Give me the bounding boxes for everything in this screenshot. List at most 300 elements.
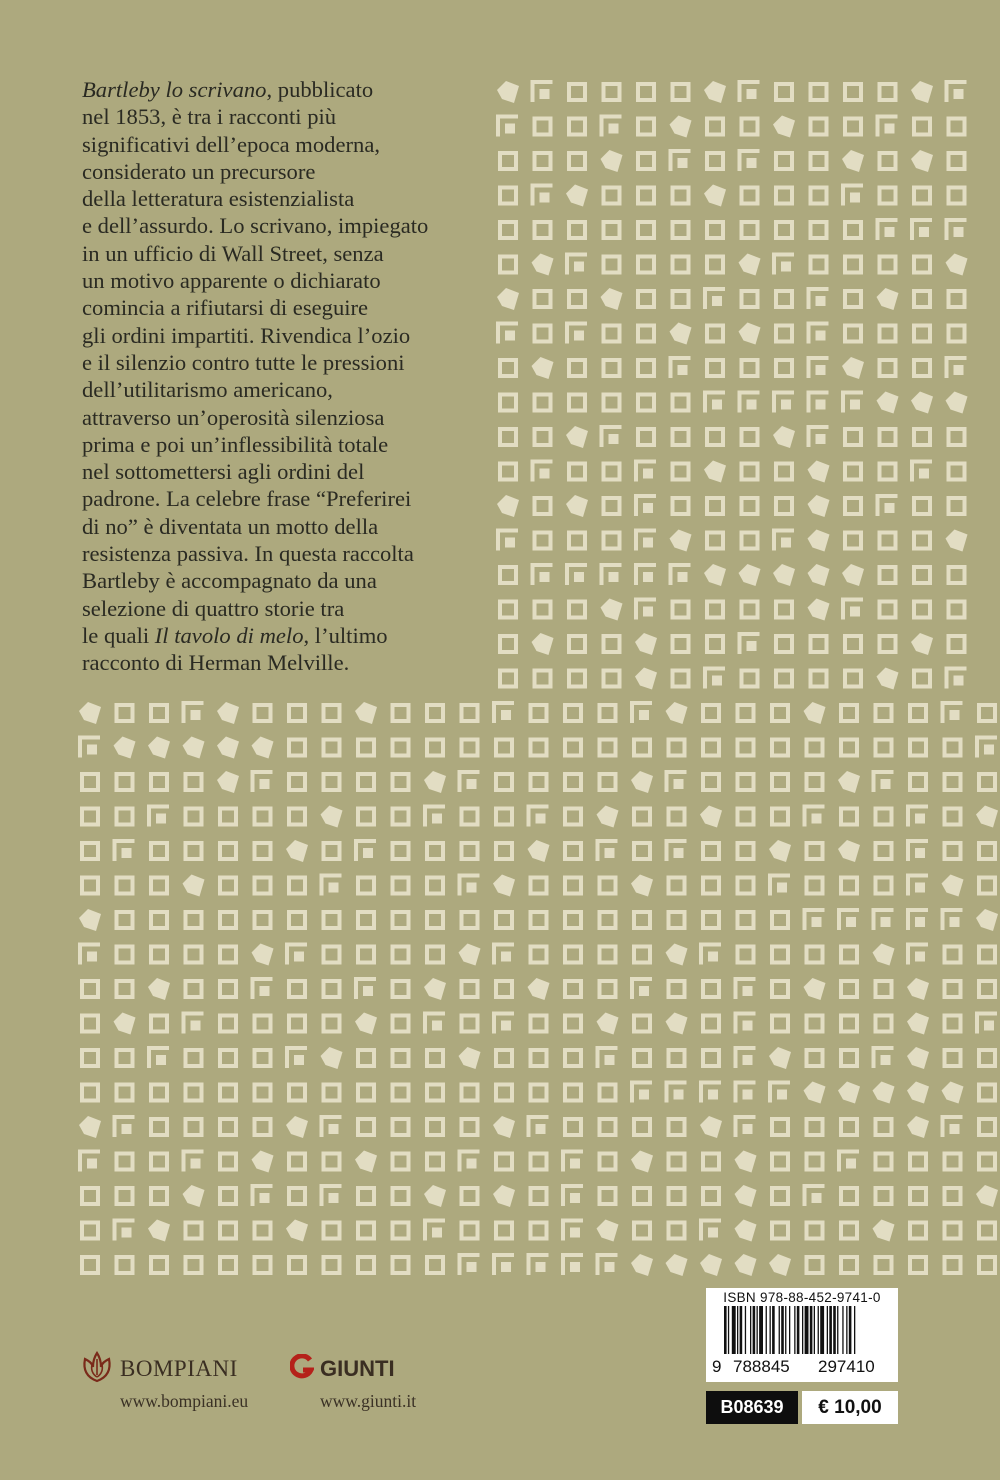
pattern-square-tile: [324, 705, 340, 721]
pattern-square-tile: [500, 602, 516, 618]
pattern-inner-square: [984, 745, 994, 755]
pattern-square-tile: [600, 947, 616, 963]
pattern-square-tile: [949, 291, 965, 307]
pattern-square-tile: [289, 774, 305, 790]
pattern-inner-square: [850, 193, 860, 203]
pattern-square-tile: [703, 878, 719, 894]
pattern-square-tile: [673, 222, 689, 238]
pattern-square-tile: [876, 705, 892, 721]
pattern-square-tile: [569, 291, 585, 307]
barcode-bar: [814, 1306, 815, 1354]
pattern-square-tile: [220, 878, 236, 894]
pattern-square-tile: [910, 740, 926, 756]
pattern-square-tile: [776, 671, 792, 687]
pattern-square-tile: [255, 705, 271, 721]
pattern-inner-square: [574, 572, 584, 582]
pattern-square-tile: [949, 326, 965, 342]
pattern-square-tile: [604, 464, 620, 480]
pattern-square-tile: [880, 153, 896, 169]
pattern-square-tile: [82, 981, 98, 997]
pattern-square-tile: [845, 84, 861, 100]
blurb-line: [82, 431, 492, 458]
pattern-square-tile: [845, 636, 861, 652]
pattern-square-tile: [82, 774, 98, 790]
pattern-square-tile: [393, 809, 409, 825]
blurb-text: in un ufficio di Wall Street, senza: [82, 240, 384, 266]
blurb-text: comincia a rifiutarsi di eseguire: [82, 295, 369, 321]
pattern-inner-square: [191, 1021, 201, 1031]
pattern-diamond-tile: [911, 81, 933, 103]
pattern-square-tile: [772, 1119, 788, 1135]
pattern-square-tile: [462, 1119, 478, 1135]
pattern-square-tile: [82, 809, 98, 825]
pattern-square-tile: [638, 257, 654, 273]
pattern-diamond-tile: [497, 288, 519, 310]
barcode-bar: [781, 1306, 784, 1354]
pattern-square-tile: [358, 912, 374, 928]
pattern-inner-square: [881, 779, 891, 789]
pattern-inner-square: [643, 572, 653, 582]
pattern-square-tile: [496, 981, 512, 997]
pattern-square-tile: [914, 533, 930, 549]
pattern-square-tile: [569, 119, 585, 135]
blurb-line: [82, 322, 492, 349]
blurb-text: nel 1853, è tra i racconti più: [82, 104, 337, 130]
pattern-square-tile: [634, 843, 650, 859]
pattern-inner-square: [643, 538, 653, 548]
pattern-square-tile: [324, 1085, 340, 1101]
pattern-inner-square: [812, 1193, 822, 1203]
pattern-square-tile: [841, 947, 857, 963]
pattern-square-tile: [841, 740, 857, 756]
pattern-square-tile: [604, 498, 620, 514]
pattern-square-tile: [880, 464, 896, 480]
pattern-square-tile: [811, 119, 827, 135]
pattern-square-tile: [151, 1085, 167, 1101]
pattern-diamond-tile: [838, 840, 860, 862]
pattern-diamond-tile: [217, 737, 239, 759]
pattern-square-tile: [979, 878, 995, 894]
pattern-square-tile: [604, 84, 620, 100]
pattern-square-tile: [565, 1050, 581, 1066]
pattern-square-tile: [776, 84, 792, 100]
pattern-square-tile: [841, 1050, 857, 1066]
pattern-inner-square: [505, 538, 515, 548]
blurb-text: e dell’assurdo. Lo scrivano, impiegato: [82, 213, 429, 239]
pattern-diamond-tile: [183, 1185, 205, 1207]
pattern-square-tile: [117, 947, 133, 963]
pattern-square-tile: [358, 1188, 374, 1204]
pattern-square-tile: [703, 912, 719, 928]
pattern-square-tile: [531, 878, 547, 894]
pattern-square-tile: [462, 981, 478, 997]
pattern-inner-square: [743, 1021, 753, 1031]
pattern-square-tile: [673, 395, 689, 411]
pattern-diamond-tile: [666, 944, 688, 966]
pattern-inner-square: [919, 227, 929, 237]
pattern-square-tile: [565, 947, 581, 963]
barcode-bar: [849, 1306, 852, 1354]
pattern-square-tile: [776, 326, 792, 342]
pattern-square-tile: [703, 740, 719, 756]
pattern-diamond-tile: [252, 737, 274, 759]
pattern-inner-square: [950, 1124, 960, 1134]
pattern-square-tile: [742, 498, 758, 514]
pattern-diamond-tile: [183, 875, 205, 897]
pattern-square-tile: [565, 981, 581, 997]
pattern-inner-square: [260, 986, 270, 996]
pattern-square-tile: [186, 1223, 202, 1239]
barcode-bar: [770, 1306, 771, 1354]
barcode-bar: [745, 1306, 746, 1354]
pattern-inner-square: [885, 227, 895, 237]
pattern-square-tile: [600, 981, 616, 997]
pattern-inner-square: [605, 848, 615, 858]
catalog-code: B08639: [706, 1391, 798, 1424]
pattern-square-tile: [220, 1154, 236, 1170]
pattern-square-tile: [880, 188, 896, 204]
pattern-square-tile: [255, 1050, 271, 1066]
pattern-square-tile: [531, 774, 547, 790]
barcode-bars: [712, 1306, 892, 1354]
pattern-square-tile: [462, 1188, 478, 1204]
pattern-square-tile: [393, 1223, 409, 1239]
pattern-inner-square: [570, 1193, 580, 1203]
pattern-square-tile: [604, 395, 620, 411]
pattern-square-tile: [117, 1154, 133, 1170]
pattern-square-tile: [707, 602, 723, 618]
pattern-inner-square: [712, 296, 722, 306]
pattern-diamond-tile: [942, 875, 964, 897]
pattern-diamond-tile: [808, 599, 830, 621]
pattern-square-tile: [707, 119, 723, 135]
pattern-square-tile: [638, 153, 654, 169]
pattern-square-tile: [742, 291, 758, 307]
pattern-square-tile: [82, 1257, 98, 1273]
pattern-inner-square: [191, 710, 201, 720]
pattern-square-tile: [638, 84, 654, 100]
pattern-square-tile: [841, 878, 857, 894]
pattern-inner-square: [812, 917, 822, 927]
pattern-square-tile: [742, 188, 758, 204]
pattern-square-tile: [151, 912, 167, 928]
pattern-square-tile: [186, 809, 202, 825]
pattern-inner-square: [850, 400, 860, 410]
pattern-square-tile: [845, 671, 861, 687]
pattern-inner-square: [363, 848, 373, 858]
pattern-diamond-tile: [907, 1116, 929, 1138]
pattern-square-tile: [565, 1016, 581, 1032]
blurb-line: [82, 595, 492, 622]
barcode-bar: [759, 1306, 763, 1354]
pattern-square-tile: [500, 222, 516, 238]
barcode-bar: [737, 1306, 738, 1354]
blurb-text: dell’utilitarismo americano,: [82, 377, 333, 403]
publisher-url: www.giunti.it: [320, 1391, 417, 1411]
pattern-square-tile: [255, 912, 271, 928]
pattern-diamond-tile: [808, 495, 830, 517]
pattern-square-tile: [949, 119, 965, 135]
pattern-inner-square: [540, 469, 550, 479]
pattern-inner-square: [915, 917, 925, 927]
pattern-square-tile: [500, 567, 516, 583]
pattern-diamond-tile: [838, 1082, 860, 1104]
pattern-square-tile: [634, 740, 650, 756]
pattern-inner-square: [501, 1262, 511, 1272]
pattern-square-tile: [949, 153, 965, 169]
pattern-square-tile: [496, 740, 512, 756]
pattern-square-tile: [845, 326, 861, 342]
pattern-square-tile: [638, 360, 654, 376]
pattern-square-tile: [531, 1016, 547, 1032]
pattern-square-tile: [324, 740, 340, 756]
pattern-square-tile: [811, 153, 827, 169]
pattern-square-tile: [427, 1154, 443, 1170]
pattern-diamond-tile: [355, 1013, 377, 1035]
pattern-inner-square: [743, 986, 753, 996]
pattern-square-tile: [811, 84, 827, 100]
pattern-inner-square: [674, 1090, 684, 1100]
pattern-square-tile: [358, 1223, 374, 1239]
pattern-square-tile: [669, 1050, 685, 1066]
pattern-diamond-tile: [877, 668, 899, 690]
pattern-square-tile: [393, 705, 409, 721]
pattern-inner-square: [708, 952, 718, 962]
pattern-square-tile: [151, 1154, 167, 1170]
pattern-square-tile: [910, 1257, 926, 1273]
price: € 10,00: [802, 1391, 898, 1424]
pattern-square-tile: [117, 809, 133, 825]
pattern-square-tile: [673, 291, 689, 307]
pattern-diamond-tile: [873, 1220, 895, 1242]
pattern-square-tile: [772, 912, 788, 928]
blurb-text: le quali: [82, 622, 155, 648]
pattern-square-tile: [535, 395, 551, 411]
pattern-inner-square: [505, 331, 515, 341]
pattern-square-tile: [669, 1154, 685, 1170]
blurb-text: considerato un precursore: [82, 158, 316, 184]
pattern-diamond-tile: [877, 392, 899, 414]
pattern-inner-square: [536, 1124, 546, 1134]
barcode-bar: [805, 1306, 809, 1354]
pattern-square-tile: [914, 291, 930, 307]
pattern-square-tile: [496, 774, 512, 790]
pattern-diamond-tile: [528, 978, 550, 1000]
blurb-line: [82, 185, 492, 212]
pattern-square-tile: [638, 291, 654, 307]
pattern-square-tile: [738, 878, 754, 894]
pattern-diamond-tile: [873, 944, 895, 966]
pattern-square-tile: [707, 498, 723, 514]
pattern-diamond-tile: [424, 771, 446, 793]
pattern-square-tile: [807, 1050, 823, 1066]
pattern-inner-square: [816, 296, 826, 306]
product-codes: [706, 1391, 898, 1424]
blurb-line: [82, 622, 492, 649]
pattern-square-tile: [742, 222, 758, 238]
pattern-square-tile: [324, 1154, 340, 1170]
barcode-bar: [810, 1306, 813, 1354]
pattern-diamond-tile: [808, 564, 830, 586]
pattern-square-tile: [604, 671, 620, 687]
pattern-diamond-tile: [459, 1047, 481, 1069]
pattern-square-tile: [496, 1050, 512, 1066]
ean-digit-first: 9: [712, 1357, 722, 1376]
pattern-square-tile: [845, 429, 861, 445]
pattern-square-tile: [807, 843, 823, 859]
pattern-square-tile: [772, 740, 788, 756]
pattern-square-tile: [535, 153, 551, 169]
pattern-square-tile: [324, 1257, 340, 1273]
pattern-square-tile: [914, 498, 930, 514]
blurb-text: selezione di quattro storie tra: [82, 595, 345, 621]
pattern-inner-square: [712, 400, 722, 410]
pattern-square-tile: [289, 878, 305, 894]
pattern-square-tile: [738, 912, 754, 928]
pattern-square-tile: [496, 809, 512, 825]
pattern-square-tile: [910, 1223, 926, 1239]
pattern-square-tile: [880, 567, 896, 583]
pattern-square-tile: [535, 498, 551, 514]
blurb-line: [82, 212, 492, 239]
pattern-diamond-tile: [773, 426, 795, 448]
pattern-square-tile: [393, 912, 409, 928]
pattern-inner-square: [432, 814, 442, 824]
pattern-inner-square: [674, 779, 684, 789]
pattern-square-tile: [776, 222, 792, 238]
pattern-square-tile: [742, 464, 758, 480]
pattern-square-tile: [220, 1188, 236, 1204]
pattern-square-tile: [841, 1119, 857, 1135]
pattern-diamond-tile: [666, 702, 688, 724]
pattern-diamond-tile: [424, 1185, 446, 1207]
pattern-square-tile: [358, 947, 374, 963]
pattern-square-tile: [945, 1188, 961, 1204]
pattern-diamond-tile: [79, 1116, 101, 1138]
pattern-square-tile: [565, 809, 581, 825]
pattern-square-tile: [914, 326, 930, 342]
pattern-inner-square: [501, 710, 511, 720]
pattern-diamond-tile: [773, 116, 795, 138]
pattern-square-tile: [324, 912, 340, 928]
pattern-square-tile: [289, 912, 305, 928]
pattern-square-tile: [811, 671, 827, 687]
pattern-diamond-tile: [946, 254, 968, 276]
pattern-square-tile: [776, 360, 792, 376]
pattern-diamond-tile: [601, 599, 623, 621]
pattern-square-tile: [910, 705, 926, 721]
pattern-inner-square: [777, 883, 787, 893]
barcode-bar: [732, 1306, 736, 1354]
pattern-square-tile: [707, 360, 723, 376]
pattern-square-tile: [151, 1016, 167, 1032]
pattern-square-tile: [979, 1223, 995, 1239]
pattern-diamond-tile: [148, 1220, 170, 1242]
pattern-square-tile: [811, 188, 827, 204]
blurb-italic-title: Bartleby lo scrivano: [82, 77, 267, 102]
pattern-square-tile: [462, 912, 478, 928]
pattern-square-tile: [914, 602, 930, 618]
pattern-diamond-tile: [842, 357, 864, 379]
pattern-square-tile: [535, 602, 551, 618]
pattern-square-tile: [569, 671, 585, 687]
pattern-square-tile: [949, 567, 965, 583]
pattern-inner-square: [678, 572, 688, 582]
pattern-diamond-tile: [907, 1082, 929, 1104]
blurb-line: [82, 267, 492, 294]
pattern-square-tile: [569, 636, 585, 652]
barcode-bar: [772, 1306, 775, 1354]
barcode-bar: [837, 1306, 838, 1354]
pattern-square-tile: [151, 1188, 167, 1204]
pattern-diamond-tile: [355, 1151, 377, 1173]
pattern-square-tile: [289, 740, 305, 756]
pattern-square-tile: [638, 188, 654, 204]
pattern-square-tile: [673, 429, 689, 445]
pattern-square-tile: [462, 1016, 478, 1032]
pattern-square-tile: [979, 1085, 995, 1101]
pattern-inner-square: [87, 952, 97, 962]
pattern-inner-square: [747, 641, 757, 651]
pattern-inner-square: [850, 607, 860, 617]
pattern-inner-square: [639, 1090, 649, 1100]
pattern-square-tile: [500, 464, 516, 480]
pattern-square-tile: [845, 498, 861, 514]
pattern-square-tile: [600, 912, 616, 928]
pattern-square-tile: [738, 705, 754, 721]
pattern-inner-square: [885, 124, 895, 134]
blurb-text: gli ordini impartiti. Rivendica l’ozio: [82, 322, 411, 348]
pattern-diamond-tile: [459, 944, 481, 966]
pattern-diamond-tile: [946, 392, 968, 414]
pattern-inner-square: [743, 1090, 753, 1100]
pattern-square-tile: [845, 257, 861, 273]
pattern-square-tile: [638, 222, 654, 238]
pattern-inner-square: [574, 331, 584, 341]
blurb-line: [82, 131, 492, 158]
pattern-square-tile: [358, 1119, 374, 1135]
barcode-bar: [724, 1306, 727, 1354]
pattern-inner-square: [954, 89, 964, 99]
pattern-inner-square: [432, 1021, 442, 1031]
pattern-diamond-tile: [808, 530, 830, 552]
pattern-square-tile: [565, 912, 581, 928]
pattern-square-tile: [289, 981, 305, 997]
pattern-diamond-tile: [735, 1220, 757, 1242]
pattern-inner-square: [156, 814, 166, 824]
pattern-diamond-tile: [566, 426, 588, 448]
blurb-line: [82, 404, 492, 431]
pattern-square-tile: [707, 153, 723, 169]
pattern-diamond-tile: [631, 875, 653, 897]
pattern-square-tile: [117, 1050, 133, 1066]
pattern-square-tile: [880, 326, 896, 342]
barcode-bar: [846, 1306, 847, 1354]
pattern-diamond-tile: [528, 840, 550, 862]
blurb-text: e il silenzio contro tutte le pressioni: [82, 349, 405, 375]
pattern-square-tile: [742, 429, 758, 445]
pattern-diamond-tile: [148, 978, 170, 1000]
pattern-diamond-tile: [217, 771, 239, 793]
pattern-square-tile: [841, 1016, 857, 1032]
pattern-square-tile: [500, 636, 516, 652]
barcode-bar: [833, 1306, 836, 1354]
pattern-square-tile: [669, 809, 685, 825]
pattern-square-tile: [496, 1085, 512, 1101]
pattern-square-tile: [358, 809, 374, 825]
pattern-square-tile: [220, 843, 236, 859]
pattern-square-tile: [117, 774, 133, 790]
